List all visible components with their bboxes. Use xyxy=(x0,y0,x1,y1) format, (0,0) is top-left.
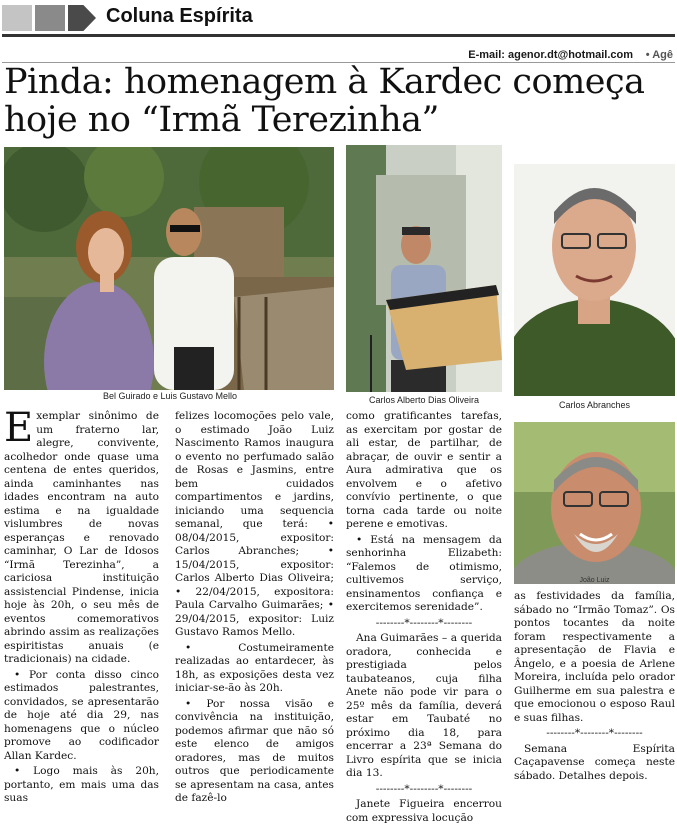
caption-couple: Bel Guirado e Luis Gustavo Mello xyxy=(102,391,238,401)
header-rule xyxy=(2,34,675,37)
photo-speaker-image xyxy=(346,145,502,392)
photo-speaker xyxy=(346,145,502,392)
header-block-light xyxy=(2,5,32,31)
photo-joao-luiz xyxy=(514,422,675,584)
col2-paragraph-2: • Costumeiramente realizadas ao entardecer, às 18h, as exposições desta vez iniciar-se-ão às 20h. xyxy=(175,641,334,694)
caption-speaker: Carlos Alberto Dias Oliveira xyxy=(368,395,480,405)
caption-joao-luiz: João Luiz xyxy=(579,577,610,584)
col4-paragraph-2: Semana Espírita Caçapavense começa neste sábado. Detalhes depois. xyxy=(514,742,675,782)
header-block-mid xyxy=(35,5,65,31)
article-column-3 xyxy=(346,410,502,827)
photo-couple-image xyxy=(4,147,334,390)
col3-separator-2: --------*--------*-------- xyxy=(375,782,473,795)
author-email[interactable]: E-mail: agenor.dt@hotmail.com xyxy=(468,49,633,61)
col3-separator-1: --------*--------*-------- xyxy=(375,616,473,629)
col3-paragraph-3: Ana Guimarães – a querida oradora, conhecida e prestigiada pelos taubateanos, cuja filha Anete não pode vir para o 25º mês da família, deverá estar em Taubaté no próximo dia 18, para encerrar a 23ª Semana do Livro espírita que se inicia dia 13. xyxy=(346,632,502,779)
photo-abranches xyxy=(514,164,675,396)
section-header xyxy=(0,0,677,34)
col2-paragraph-3: • Por nossa visão e convivência na instituição, podemos afirmar que não só este elenco de amigos oradores, mas de muitos outros que periodicamente se apresentam na casa, antes de fazê-lo xyxy=(175,697,334,804)
col3-paragraph-2: • Está na mensagem da senhorinha Elizabeth: “Falemos de otimismo, cultivemos serviço, ensinamentos confiança e exercitemos serenidade”. xyxy=(346,533,502,613)
section-title: Coluna Espírita xyxy=(106,5,253,27)
col4-separator: --------*--------*-------- xyxy=(546,727,643,739)
col2-paragraph-1: felizes locomoções pelo vale, o estimado João Luiz Nascimento Ramos inaugura o evento no perfumado salão de Rosas e Jasmins, entre bem cuidados compartimentos e jardins, iniciando uma sequencia semanal, que terá: • 08/04/2015, expositor: Carlos Abranches; • 15/04/2015, expositor: Carlos Alberto Dias Oliveira; • 22/04/2015, expositora: Paula Carvalho Guimarães; • 29/04/2015, expositor: Luiz Gustavo Ramos Mello. xyxy=(175,410,334,638)
col3-paragraph-4: Janete Figueira encerrou com expressiva locução xyxy=(346,798,502,824)
article-column-4 xyxy=(514,590,675,785)
col1-paragraph-1: xemplar sinônimo de um fraterno lar, alegre, convivente, acolhedor onde quase uma centena de entes queridos, ainda caminhantes nas idades encontram na auto estima e na igualdade vislumbres de novas esperanças e renovado caminhar, O Lar de Idosos “Irmã Terezinha”, a cariciosa instituição assistencial Pindense, inicia hoje às 20h, o seu mês de eventos comemorativos abrindo assim as realizações espiritistas anuais (e tradicionais) na cidade. xyxy=(4,410,159,665)
caption-abranches: Carlos Abranches xyxy=(558,400,631,410)
col1-paragraph-3: • Logo mais às 20h, portanto, em mais uma das suas xyxy=(4,765,159,804)
headline: Pinda: homenagem à Kardec começa hoje no “Irmã Terezinha” xyxy=(4,62,645,140)
author-name: • Agê xyxy=(645,49,673,61)
photo-joao-luiz-image xyxy=(514,422,675,584)
photo-couple xyxy=(4,147,334,390)
article-column-1 xyxy=(4,405,159,808)
article-column-2 xyxy=(175,410,334,808)
drop-cap: E xyxy=(4,405,34,451)
col1-paragraph-2: • Por conta disso cinco estimados palestrantes, convidados, se apresentarão de hoje até dia 29, nas homenagens que o núcleo promove ao codificador Allan Kardec. xyxy=(4,668,159,762)
col4-paragraph-1: as festividades da família, sábado no “Irmão Tomaz”. Os pontos tocantes da noite foram respectivamente a apresentação de Flavia e Ângelo, e a poesia de Arlene Moreira, incluída pelo orador Guilherme em sua palestra e que emocionou o esposo Raul e suas filhas. xyxy=(514,590,675,724)
col3-paragraph-1: como gratificantes tarefas, as exercitam por gostar de ali estar, de partilhar, de abraçar, de ouvir e sentir a Aura admirativa que os envolvem e o afetivo convívio pertinente, o que torna cada tarde ou noite perene e emotivas. xyxy=(346,410,502,530)
photo-abranches-image xyxy=(514,164,675,396)
byline-bar xyxy=(0,47,677,63)
header-arrow-icon xyxy=(68,5,96,31)
